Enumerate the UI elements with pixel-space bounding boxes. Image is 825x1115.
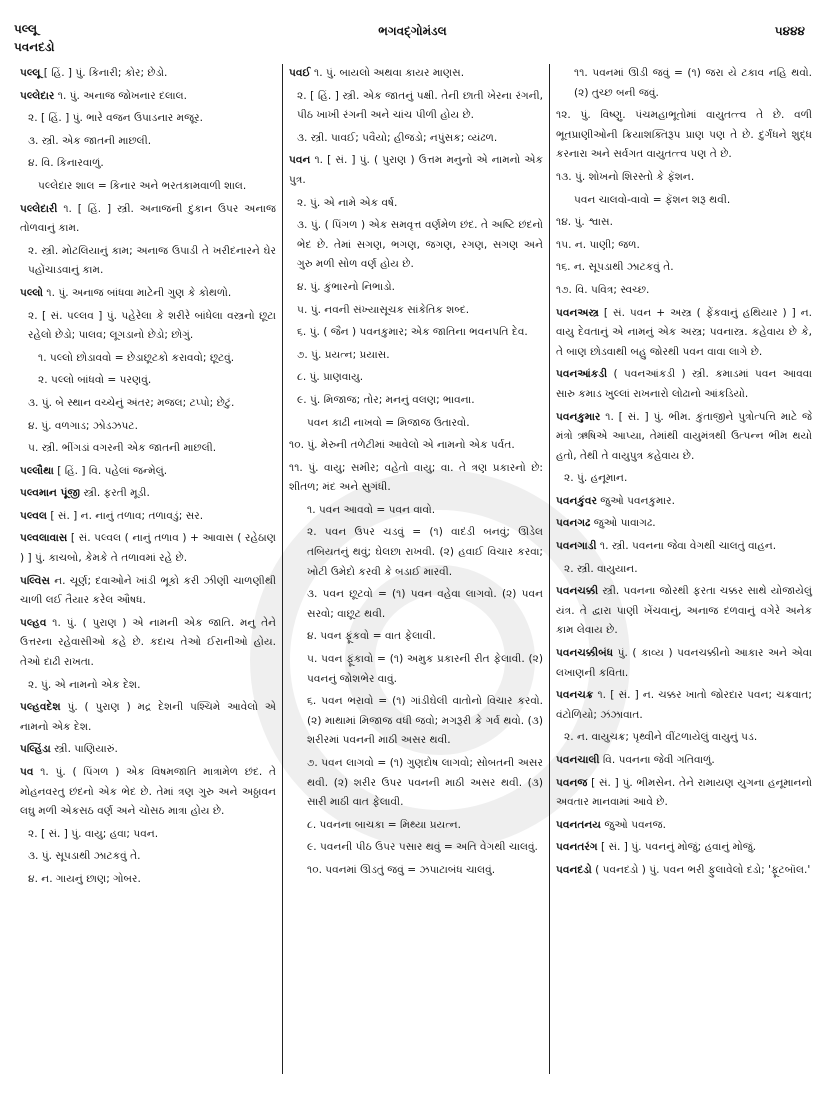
page-header — [0, 0, 825, 60]
running-title: ભગવદ્ગોમંડલ — [378, 24, 447, 38]
dictionary-entry — [20, 200, 276, 239]
dictionary-entry — [556, 816, 812, 836]
definition-text: ૯. પું. મિજાજ; તોર; મનનું વલણ; ભાવના. — [297, 393, 475, 406]
sense-line — [289, 323, 543, 343]
column-3 — [550, 64, 818, 1074]
definition-text: ૨. પું. એ નામે એક વર્ષ. — [297, 196, 398, 209]
definition-text: પું. ( કાવ્ય ) પવનચક્કીનો આકાર અને એવા લખાણની કવિતા. — [556, 647, 812, 679]
dictionary-entry — [20, 529, 276, 568]
definition-text: ૯. પવનની પીઠ ઉપર પસાર થવું = અતિ વેગથી ચાલવું. — [307, 841, 538, 854]
idiom-line — [289, 523, 543, 582]
definition-text: ૧. પું. ( પુરાણ ) એ નામની એક જાતિ. મનુ તેને ઉત્તરના રહેવાસીઓ કહે છે. કદાચ તેઓ ઈરાનીઓ હોય. તેઓ દાઢી રાખતા. — [20, 616, 276, 669]
definition-text: ૧૧. પું. વાયુ; સમીર; વહેતો વાયુ; વા. તે ત્રણ પ્રકારનો છે: શીતળ; મંદ અને સુગંધી. — [289, 461, 543, 494]
headword: પવનચાલી — [556, 754, 600, 766]
headword: પલ્લેદાર — [20, 89, 55, 102]
sense-line — [20, 847, 276, 867]
dictionary-entry — [556, 537, 812, 557]
headword: પવનગઢ — [556, 517, 591, 530]
definition-text: ૨. [ હિં. ] પું. ભારે વજન ઉપાડનાર મજૂર. — [28, 112, 203, 125]
sense-line — [20, 307, 276, 346]
dictionary-entry — [556, 304, 812, 363]
definition-text: ૧૨. પું. વિષ્ણુ. પંચમહાભૂતોમાં વાયુતત્ત્વ તે છે. વળી ભૂતપ્રાણીઓની ક્રિયાશક્તિરૂપ પ્રાણ પણ તે છે. દુર્ગંધને શુદ્ધ કરનારા અને સર્વગત વાયુતત્ત્વ પણ તે છે. — [556, 109, 812, 161]
definition-text: ૨. પલ્લો બાંધવો = પરણવું. — [38, 374, 152, 387]
sense-line — [289, 129, 543, 149]
guide-word-last: પવનદડો — [14, 40, 55, 54]
definition-text: [ હિં. ] પું. કિનારી; કોર; છેડો. — [40, 67, 168, 79]
definition-text: ૬. પવન ભરાવો = (૧) ગાંડીઘેલી વાતોનો વિચાર કરવો. (૨) માથામાં મિજાજ વધી જવો; મગરૂરી કે ગર્વ થવો. (૩) શરીરમાં પવનની માઠી અસર થવી. — [307, 695, 543, 747]
headword: પવનજ — [556, 776, 588, 789]
idiom-line — [289, 627, 543, 647]
sense-line — [556, 213, 812, 233]
sense-line — [289, 459, 543, 498]
definition-text: પવન ચાલવો-વાવો = ફૅશન શરૂ થવી. — [574, 193, 731, 206]
dictionary-entry — [20, 64, 276, 84]
definition-text: જુઓ પાવાગઢ. — [590, 517, 656, 530]
definition-text: ૨. [ સં. પલ્લવ ] પું. પહેરેલા કે શરીરે બાંધેલા વસ્ત્રનો છૂટા રહેલો છેડો; પાલવ; લૂગડાનો છેડો; છોગું. — [28, 309, 276, 342]
definition-text: ૨. [ સં. ] પું. વાયુ; હવા; પવન. — [28, 827, 159, 840]
idiom-line — [289, 650, 543, 689]
definition-text: જુઓ પવનજ. — [600, 818, 666, 831]
definition-text: ૫. સ્ત્રી. ભીંગડાં વગરની એક જાતની માછલી. — [28, 442, 217, 455]
definition-text: સ્ત્રી. પવનના જોરથી ફરતા ચક્કર સાથે યોજાયેલું યંત્ર. તે દ્વારા પાણી ખેંચવાનું, અનાજ દળવાનું વગેરે અનેક કામ લેવાય છે. — [556, 585, 812, 637]
headword: પવનગાડી — [556, 540, 597, 553]
headword: પલ્વિસ — [20, 574, 50, 587]
dictionary-entry — [20, 698, 276, 737]
guide-word-first: પલ્લૂ — [14, 22, 38, 36]
sense-line — [556, 168, 812, 188]
dictionary-entry — [20, 484, 276, 504]
sense-line — [289, 301, 543, 321]
definition-text: ૧૦. પવનમાં ઊડતું જવું = ઝપાટાબંધ ચાલવું. — [307, 863, 496, 876]
idiom-line — [289, 861, 543, 881]
idiom-line — [289, 585, 543, 624]
headword: પવનતરંગ — [556, 841, 598, 854]
definition-text: ૧. [ હિં. ] સ્ત્રી. અનાજની દુકાન ઉપર અનાજ તોળવાનું કામ. — [20, 202, 276, 235]
definition-text: ૨. ન. વાયુચક્ર; પૃથ્વીને વીંટળાયેલું વાયુનું પડ. — [564, 731, 758, 744]
headword: પવનઅસ્ત્ર — [556, 306, 599, 319]
definition-text: ૧. [ સં. ] પું. ભીમ. કુંતાજીને પુત્રોત્પત્તિ માટે જે મંત્રો ઋષિએ આપ્યા, તેમાંથી વાયુમંત્રથી ઉત્પન્ન ભીમ થયો હતો, તેથી તે વાયુપુત્ર કહેવાય છે. — [556, 410, 812, 462]
dictionary-entry — [20, 507, 276, 527]
column-1 — [14, 64, 282, 1074]
definition-text: ૪. વિ. કિનારવાળું. — [28, 157, 104, 170]
definition-text: ૨. સ્ત્રી. વાયુયાન. — [564, 562, 638, 575]
definition-text: ૧. પું. અનાજ જોખનાર દલાલ. — [54, 89, 187, 102]
dictionary-entry — [556, 644, 812, 683]
definition-text: ૫. પવન ફૂંકાવો = (૧) અમુક પ્રકારની રીત ફેલાવી. (૨) પવનનું જોશભેર વાવું. — [307, 653, 543, 685]
sense-line — [556, 258, 812, 278]
definition-text: ૨. પું. એ નામનો એક દેશ. — [28, 678, 141, 691]
definition-text: ૭. પવન લાગવો = (૧) ગુણદોષ લાગવો; સોબતની અસર થવી. (૨) શરીર ઉપર પવનની માઠી અસર થવી. (૩) સારી માઠી વાત ફેલાવી. — [307, 757, 543, 809]
headword: પલ્લો — [20, 286, 44, 299]
dictionary-entry — [20, 740, 276, 760]
definition-text: ૩. સ્ત્રી. પાવઈ; પવૈયો; હીજડો; નપુંસક; વ્યંઢળ. — [297, 131, 498, 144]
headword: પવન — [289, 154, 311, 167]
sense-line — [20, 676, 276, 696]
dictionary-entry — [20, 462, 276, 482]
idiom-line — [20, 177, 276, 197]
headword: પલ્લૌથા — [20, 464, 54, 477]
definition-text: ૪. ન. ગાયનું છાણ; ગોબર. — [28, 872, 141, 885]
definition-text: ૧. [ સં. ] પું. ( પુરાણ ) ઉત્તમ મનુનો એ નામનો એક પુત્ર. — [289, 154, 543, 186]
idiom-line — [20, 349, 276, 369]
headword: પલ્હિંડા — [20, 743, 51, 756]
definition-text: ૧. પલ્લો છોડાવવો = છેડાછૂટકો કરાવવો; છૂટવું. — [38, 351, 235, 364]
headword: પવ — [20, 766, 34, 778]
sense-line — [289, 368, 543, 388]
definition-text: ૩. પું. બે સ્થાન વચ્ચેનું અંતર; મજલ; ટપ્પો; છેટું. — [28, 396, 235, 409]
definition-text: ૪. પું. કુંભારનો નિભાડો. — [297, 280, 396, 293]
idiom-line — [289, 816, 543, 836]
sense-line — [556, 106, 812, 165]
definition-text: ૨. પું. હનૂમાન. — [564, 472, 628, 485]
definition-text: ૨. સ્ત્રી. મોટલિયાનું કામ; અનાજ ઉપાડી તે ખરીદનારને ઘેર પહોંચાડવાનું કામ. — [28, 244, 276, 277]
headword: પવનઆંકડી — [556, 368, 608, 381]
definition-text: ૮. પવનના બાચકા = મિથ્યા પ્રયત્ન. — [307, 818, 462, 831]
definition-text: ૧૭. વિ. પવિત્ર; સ્વચ્છ. — [556, 283, 650, 296]
definition-text: ૫. પું. નવની સંખ્યાસૂચક સાંકેતિક શબ્દ. — [297, 303, 470, 316]
dictionary-entry — [556, 838, 812, 858]
definition-text: [ સં. પવન + અસ્ત્ર ( ફેંકવાનું હથિયાર ) ] ન. વાયુ દેવતાનું એ નામનું એક અસ્ત્ર; પવનાસ્ત્ર. કહેવાય છે કે, તે બાણ છોડવાથી બહુ જોરથી પવન વાવા લાગે છે. — [556, 306, 812, 358]
idiom-line — [289, 414, 543, 434]
dictionary-entry — [289, 64, 543, 84]
definition-text: ૧. પું. બાયલો અથવા કાયર માણસ. — [310, 67, 465, 79]
definition-text: [ હિં. ] વિ. પહેલાં જન્મેલું. — [53, 464, 168, 477]
definition-text: ન. ચૂર્ણ; દવાઓને ખાંડી ભૂકો કરી ઝીણી ચાળણીથી ચાળી લઈ તૈયાર કરેલ ઔષધ. — [20, 574, 276, 607]
idiom-line — [20, 371, 276, 391]
headword: પલ્વલ — [20, 509, 47, 522]
definition-text: ૧. પું. ( પિંગળ ) એક વિષમજાતિ માત્રામેળ છંદ. તે મોહનવરતુ છંદનો એક ભેદ છે. તેમાં ત્રણ ગુરુ અને અઠ્ઠાવન લઘુ મળી એકસઠ વર્ણ અને ચોસઠ માત્રા હોય છે. — [20, 766, 276, 818]
sense-line — [556, 469, 812, 489]
definition-text: ૧૫. ન. પાણી; જળ. — [556, 238, 640, 251]
dictionary-entry — [556, 686, 812, 725]
definition-text: પલ્લેદાર શાલ = કિનાર અને ભરતકામવાળી શાલ. — [38, 179, 247, 192]
sense-line — [20, 825, 276, 845]
dictionary-entry — [556, 861, 812, 881]
definition-text: [ સં. ] પું. પવનનું મોજું; હવાનું મોજું. — [597, 841, 757, 854]
sense-line — [20, 417, 276, 437]
sense-line — [556, 236, 812, 256]
column-2 — [282, 64, 550, 1074]
dictionary-entry — [289, 151, 543, 190]
sense-line — [289, 87, 543, 126]
headword: પવનતનય — [556, 818, 601, 831]
definition-text: ( પવનઆંકડી ) સ્ત્રી. કમાડમાં પવન આવવા સારુ કમાડ ખુલ્લાં રાખનારો લોઢાનો આંકડિયો. — [556, 368, 812, 400]
sense-line — [20, 109, 276, 129]
definition-text: જુઓ પવનકુમાર. — [596, 494, 675, 507]
definition-text: ૨. [ હિં. ] સ્ત્રી. એક જાતનું પક્ષી. તેની છાતી ખેરના રંગની, પીઠ ખાખી રંગની અને ચાંચ પીળી હોય છે. — [297, 89, 543, 122]
dictionary-entry — [20, 614, 276, 673]
sense-line — [20, 439, 276, 459]
sense-line — [289, 278, 543, 298]
definition-text: ૧૦. પું. મેરુની તળેટીમાં આવેલો એ નામનો એક પર્વત. — [289, 439, 515, 452]
definition-text: ૧૩. પું. શોખનો શિરસ્તો કે ફૅશન. — [556, 170, 695, 183]
dictionary-entry — [20, 572, 276, 611]
sense-line — [556, 281, 812, 301]
sense-line — [20, 154, 276, 174]
dictionary-entry — [556, 774, 812, 813]
headword: પવનચક્કીબંધ — [556, 647, 614, 660]
definition-text: [ સં. ] ન. નાનું તળાવ; તળાવડું; સર. — [47, 509, 204, 522]
definition-text: ૩. સ્ત્રી. એક જાતની માછલી. — [28, 134, 152, 147]
dictionary-entry — [20, 763, 276, 822]
sense-line — [289, 436, 543, 456]
definition-text: વિ. પવનના જેવી ગતિવાળું. — [599, 754, 715, 766]
definition-text: ૪. પું. વળગાડ; ઝોડઝપટ. — [28, 419, 138, 432]
idiom-line — [556, 64, 812, 103]
headword: પવનકુંવર — [556, 494, 597, 507]
definition-text: ( પવનદડો ) પું. પવન ભરી ફુલાવેલો દડો; 'ફૂટબૉલ.' — [591, 863, 811, 876]
definition-text: ૨. પવન ઉપર ચડવું = (૧) વાદંડી બનવું; ઊડેલ તબિયતનું થવું; ઘેલછા રાખવી. (૨) હવાઈ વિચાર કરવા; ખોટી ઉમેદો કરવી કે બડાઈ મારવી. — [307, 526, 543, 578]
definition-text: ૩. પવન છૂટવો = (૧) પવન વહેવા લાગવો. (૨) પવન સરવો; વાછૂટ થવી. — [307, 588, 543, 620]
definition-text: ૧. પું. અનાજ બાંધવા માટેની ગુણ કે કોથળો. — [43, 286, 232, 299]
sense-line — [556, 728, 812, 748]
headword: પલ્વલાવાસ — [20, 532, 68, 545]
headword: પલ્વમાન પૂંજી — [20, 487, 81, 500]
headword: પવનકુમાર — [556, 410, 601, 423]
headword: પવઈ — [289, 67, 311, 79]
dictionary-entry — [556, 408, 812, 467]
definition-text: ૩. પું. સૂપડાથી ઝાટકવું તે. — [28, 850, 141, 863]
headword: પલ્લેદારી — [20, 202, 58, 215]
dictionary-entry — [556, 582, 812, 641]
definition-text: [ સં. ] પું. ભીમસેન. તેને રામાયણ યુગના હનૂમાનનો અવતાર માનવામાં આવે છે. — [556, 776, 812, 809]
dictionary-entry — [20, 87, 276, 107]
sense-line — [20, 394, 276, 414]
idiom-line — [289, 754, 543, 813]
sense-line — [556, 560, 812, 580]
definition-text: પવન કાઢી નાખવો = મિજાજ ઉતારવો. — [307, 416, 470, 429]
definition-text: [ સં. પલ્વલ ( નાનું તળાવ ) + આવાસ ( રહેઠાણ ) ] પું. કાચબો, કેમકે તે તળાવમાં રહે છે. — [20, 532, 276, 565]
definition-text: ૧૧. પવનમાં ઊડી જવું = (૧) જરા યે ટકાવ નહિ થવો. (૨) તુચ્છ બની જવું. — [574, 67, 812, 99]
dictionary-entry — [556, 751, 812, 771]
definition-text: ૮. પું. પ્રાણવાયુ. — [297, 371, 364, 384]
definition-text: ૪. પવન ફૂંકવો = વાત ફેલાવી. — [307, 630, 436, 643]
headword: પલ્હવ — [20, 616, 47, 629]
definition-text: ૧. પવન આવવો = પવન વાવો. — [307, 503, 436, 516]
headword: પવનચક્કી — [556, 585, 599, 598]
sense-line — [289, 391, 543, 411]
definition-text: ૬. પું. ( જૈન ) પવનકુમાર; એક જાતિના ભવનપતિ દેવ. — [297, 326, 528, 339]
sense-line — [289, 346, 543, 366]
page-number: ૫૪૪૪ — [774, 24, 805, 38]
dictionary-entry — [556, 492, 812, 512]
headword: પવનદડો — [556, 863, 592, 876]
idiom-line — [289, 692, 543, 751]
definition-text: પું. ( પુરાણ ) મદ્ર દેશની પશ્ચિમે આવેલો એ નામનો એક દેશ. — [20, 701, 276, 733]
dictionary-entry — [20, 284, 276, 304]
definition-text: ૩. પું. ( પિંગળ ) એક સમવૃત્ત વર્ણમેળ છંદ. તે અષ્ટિ છંદનો ભેદ છે. તેમાં સગણ, ભગણ, જગણ, રગણ, સગણ અને ગુરુ મળી સોળ વર્ણ હોય છે. — [297, 219, 543, 271]
idiom-line — [556, 191, 812, 211]
sense-line — [289, 216, 543, 275]
sense-line — [20, 870, 276, 890]
definition-text: સ્ત્રી. ફરતી મૂડી. — [80, 487, 150, 500]
headword: પવનચક્ર — [556, 689, 594, 702]
sense-line — [20, 242, 276, 281]
headword: પલ્હવદેશ — [20, 701, 61, 714]
idiom-line — [289, 501, 543, 521]
definition-text: સ્ત્રી. પાણિયારું. — [50, 743, 118, 756]
definition-text: ૧૪. પું. શ્વાસ. — [556, 216, 613, 229]
definition-text: ૧૬. ન. સૂપડાથી ઝાટકવું તે. — [556, 261, 674, 274]
definition-text: ૭. પું. પ્રયત્ન; પ્રયાસ. — [297, 348, 390, 361]
dictionary-entry — [556, 514, 812, 534]
sense-line — [289, 194, 543, 214]
definition-text: ૧. [ સં. ] ન. ચક્કર ખાતો જોરદાર પવન; ચક્રવાત; વંટોળિયો; ઝંઝાવાત. — [556, 689, 812, 721]
dictionary-entry — [556, 365, 812, 404]
definition-text: ૧. સ્ત્રી. પવનના જેવા વેગથી ચાલતું વાહન. — [596, 540, 777, 553]
dictionary-columns — [14, 64, 820, 1074]
headword: પલ્લૂ — [20, 67, 41, 79]
idiom-line — [289, 838, 543, 858]
sense-line — [20, 132, 276, 152]
